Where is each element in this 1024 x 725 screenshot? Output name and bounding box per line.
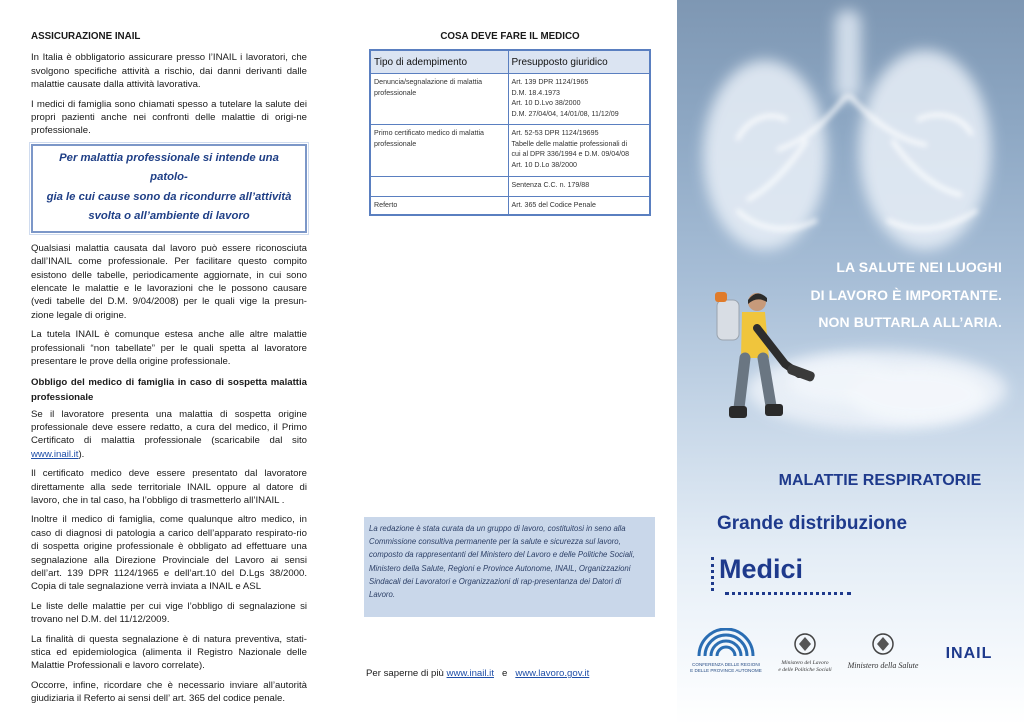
conference-caption-line-2: E DELLE PROVINCE AUTONOME bbox=[690, 668, 762, 673]
table-row bbox=[370, 197, 650, 215]
table-cell-type bbox=[370, 74, 508, 125]
ministry-labour-line-2: e delle Politiche Sociali bbox=[778, 667, 832, 673]
table-header-row bbox=[370, 50, 650, 74]
insurance-paragraph-7: Inoltre il medico di famiglia, come qualunque altro medico, in caso di diagnosi di patologia a carico dell’apparato respirato-rio di sospetta origine professionale è obbligato ad effettuare una segnalazione alla Direzione Provinciale del Lavoro ai sensi dell’art. 139 DPR 1124/1965 e dell’art.10 del D.Lgs 38/2000. Copia di tale segnalazione verrà inviata a INAIL e ASL bbox=[31, 514, 307, 593]
insurance-paragraph-10: Occorre, infine, ricordare che è necessario inviare all’autorità giudiziaria il Referto ai sensi dell’ art. 365 del codice penale. bbox=[31, 679, 307, 705]
sector-title: Grande distribuzione bbox=[717, 513, 908, 534]
sponsor-logos bbox=[677, 628, 1024, 678]
editorial-credits-box: La redazione è stata curata da un gruppo di lavoro, costituitosi in seno alla Commissione consultiva permanente per la salute e sicurezza sul lavoro, composto da rappresentanti del Ministero del Lavoro e delle Politiche Sociali, Ministero della Salute, Regioni e Province Autonome, INAIL, Organizzazioni Sindacali dei Lavoratori e Organizzazioni di rap-presentanza dei Datori di Lavoro. bbox=[364, 517, 655, 617]
insurance-paragraph-4: La tutela INAIL è comunque estesa anche alle altre malattie professionali “non tabellate” per le quali spetta al lavoratore presentare le prove della origine professionale. bbox=[31, 329, 307, 368]
ministry-labour-emblem bbox=[778, 634, 832, 673]
slogan-line-1: LA SALUTE NEI LUOGHI bbox=[836, 259, 1002, 275]
obligations-table bbox=[369, 49, 651, 216]
cell-line: Sentenza C.C. n. 179/88 bbox=[511, 181, 590, 189]
table-cell-type bbox=[370, 177, 508, 197]
doctor-section-title: COSA DEVE FARE IL MEDICO bbox=[440, 31, 580, 42]
insurance-heading: ASSICURAZIONE INAIL bbox=[31, 31, 141, 42]
insurance-paragraph-2: I medici di famiglia sono chiamati spesso a tutelare la salute dei propri pazienti anche nei confronti delle malattie di origi-ne professionale. bbox=[31, 98, 307, 137]
inail-site-link[interactable]: www.inail.it bbox=[31, 448, 79, 460]
inail-link[interactable]: www.inail.it bbox=[446, 668, 494, 679]
slogan-line-3: NON BUTTARLA ALL’ARIA. bbox=[818, 314, 1002, 330]
insurance-paragraph-6: Il certificato medico deve essere presentato dal lavoratore direttamente alla sede territoriale INAIL oppure al datore di lavoro, che in tal caso, ha l’obbligo di trasmetterlo all’INAIL . bbox=[31, 468, 307, 506]
callout-line-2: gia le cui cause sono da ricondurre all’attività bbox=[46, 190, 292, 203]
table-cell-legal bbox=[508, 125, 650, 177]
table-header-type: Tipo di adempimento bbox=[370, 50, 508, 74]
cell-line: Tabelle delle malattie professionali di bbox=[511, 139, 628, 148]
conference-regions-logo bbox=[690, 629, 762, 673]
callout-line-1: Per malattia professionale si intende una patolo- bbox=[59, 151, 279, 184]
cell-line: Art. 139 DPR 1124/1965 bbox=[511, 78, 589, 86]
dotted-rule-vertical bbox=[711, 557, 714, 591]
dotted-rule-horizontal bbox=[725, 592, 851, 595]
cell-line: D.M. 18.4.1973 bbox=[511, 88, 561, 97]
p5-text-before: Se il lavoratore presenta una malattia di sospetta origine professionale deve essere redatto, a cura del medico, il Primo Certificato di malattia professionale (scaricabile dal sito bbox=[31, 408, 307, 447]
table-cell-type bbox=[370, 125, 508, 177]
cell-line: professionale bbox=[374, 88, 417, 97]
obligation-subheading: Obbligo del medico di famiglia in caso di sospetta malattia professionale bbox=[31, 376, 307, 403]
table-cell-type bbox=[370, 197, 508, 215]
insurance-paragraph-3: Qualsiasi malattia causata dal lavoro può essere riconosciuta dall’INAIL come professionale. Per facilitare questo compito esistono delle tabelle, periodicamente aggiornate, in cui sono elencate le malattie e le lavorazioni che le possono causare (vedi tabelle del D.M. 9/04/2008) per le quali vige la presun-zione legale di origine. bbox=[31, 242, 307, 321]
callout-line-3: svolta o all’ambiente di lavoro bbox=[88, 210, 250, 223]
table-cell-legal bbox=[508, 177, 650, 197]
audience-block bbox=[711, 553, 831, 598]
ministry-health-emblem bbox=[847, 634, 919, 670]
cell-line: Art. 10 D.Lvo 38/2000 bbox=[511, 99, 581, 108]
cell-line: Primo certificato medico di malattia bbox=[374, 129, 484, 137]
insurance-paragraph-9: La finalità di questa segnalazione è di natura preventiva, stati-stica ed epidemiologica (alimenta il Registro Nazionale delle Malattie Professionali e lavoro correlate). bbox=[31, 633, 307, 672]
cell-line: Denuncia/segnalazione di malattia bbox=[374, 78, 483, 86]
more-info-prefix: Per saperne di più bbox=[366, 668, 447, 679]
table-cell-legal bbox=[508, 74, 650, 125]
insurance-column bbox=[31, 30, 307, 712]
table-row bbox=[370, 177, 650, 197]
table-row bbox=[370, 74, 650, 125]
more-info-line bbox=[366, 668, 589, 679]
definition-callout bbox=[31, 144, 307, 233]
cell-line: Art. 10 D.Lo 38/2000 bbox=[511, 160, 577, 169]
ministry-labour-line-1: Ministero del Lavoro bbox=[781, 660, 829, 666]
cell-line: cui al DPR 336/1994 e D.M. 09/04/08 bbox=[511, 150, 630, 159]
inail-logo: INAIL bbox=[945, 645, 993, 662]
topic-title: MALATTIE RESPIRATORIE bbox=[778, 472, 982, 489]
audience-title: Medici bbox=[719, 554, 804, 584]
conference-caption-line-1: CONFERENZA DELLE REGIONI bbox=[692, 662, 760, 667]
cover-panel bbox=[677, 0, 1024, 725]
p5-text-after: ). bbox=[78, 448, 85, 460]
table-cell-legal bbox=[508, 197, 650, 215]
lavoro-link[interactable]: www.lavoro.gov.it bbox=[515, 668, 590, 679]
cell-line: Art. 365 del Codice Penale bbox=[511, 201, 596, 209]
cell-line: Art. 52-53 DPR 1124/19695 bbox=[511, 129, 599, 137]
worker-with-sprayer-illustration bbox=[687, 280, 837, 440]
insurance-paragraph-5 bbox=[31, 408, 307, 462]
cell-line: professionale bbox=[374, 139, 417, 148]
table-header-legal: Presupposto giuridico bbox=[508, 50, 650, 74]
cell-line: D.M. 27/04/04, 14/01/08, 11/12/09 bbox=[511, 109, 619, 118]
ministry-health-label: Ministero della Salute bbox=[847, 661, 919, 670]
table-row bbox=[370, 125, 650, 177]
insurance-paragraph-1: In Italia è obbligatorio assicurare presso l’INAIL i lavoratori, che svolgono specifiche attività a rischio, dai danni derivanti dalle malattie causate dalla attività lavorativa. bbox=[31, 52, 307, 91]
insurance-paragraph-8: Le liste delle malattie per cui vige l’obbligo di segnalazione si trovano nel D.M. del 11/12/2009. bbox=[31, 600, 307, 626]
cell-line: Referto bbox=[374, 201, 398, 209]
more-info-separator: e bbox=[493, 668, 516, 679]
slogan-line-2: DI LAVORO È IMPORTANTE. bbox=[810, 286, 1002, 303]
